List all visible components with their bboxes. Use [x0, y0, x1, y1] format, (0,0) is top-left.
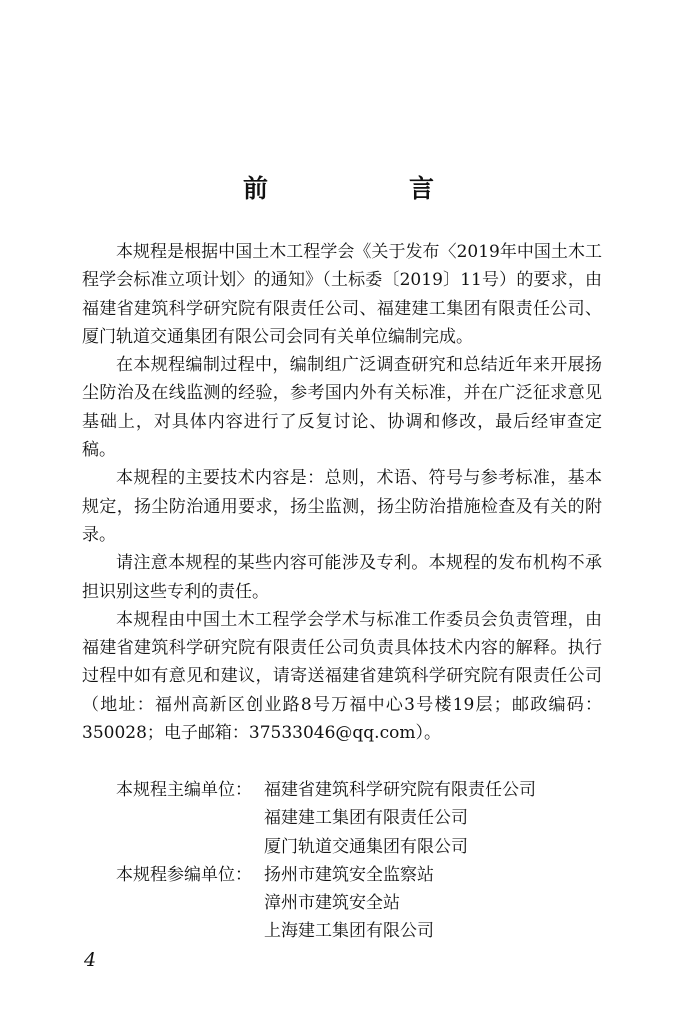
chief-editor-unit: 福建省建筑科学研究院有限责任公司 [264, 780, 536, 800]
page-title: 前 言 [242, 174, 492, 203]
credit-line [82, 776, 602, 804]
paragraph-patent: 请注意本规程的某些内容可能涉及专利。本规程的发布机构不承担识别这些专利的责任。 [82, 553, 602, 602]
page-number: 4 [84, 949, 97, 971]
preface-body [82, 238, 602, 747]
participating-unit: 上海建工集团有限公司 [264, 921, 434, 942]
participating-units [82, 861, 602, 946]
chief-editor-unit: 福建建工集团有限责任公司 [264, 808, 468, 829]
paragraph-contents: 本规程的主要技术内容是：总则，术语、符号与参考标准，基本规定，扬尘防治通用要求，扬尘监测，扬尘防治措施检查及有关的附录。 [82, 468, 602, 545]
paragraph-management: 本规程由中国土木工程学会学术与标准工作委员会负责管理，由福建省建筑科学研究院有限责任公司负责具体技术内容的解释。执行过程中如有意见和建议，请寄送福建省建筑科学研究院有限责任公司（地址：福州高新区创业路8号万福中心3号楼19层；邮政编码：350028；电子邮箱：37533046@qq.com）。 [82, 609, 602, 744]
paragraph-process: 在本规程编制过程中，编制组广泛调查研究和总结近年来开展扬尘防治及在线监测的经验，参考国内外有关标准，并在广泛征求意见基础上，对具体内容进行了反复讨论、协调和修改，最后经审查定稿。 [82, 355, 602, 461]
chief-editor-unit: 厦门轨道交通集团有限公司 [264, 836, 468, 857]
participating-unit: 扬州市建筑安全监察站 [264, 864, 434, 885]
participating-unit: 漳州市建筑安全站 [264, 893, 400, 914]
chief-editor-label: 本规程主编单位： [116, 780, 252, 800]
credit-line [82, 861, 602, 889]
credits-section [82, 776, 602, 946]
paragraph-basis: 本规程是根据中国土木工程学会《关于发布〈2019年中国土木工程学会标准立项计划〉的通知》（土标委〔2019〕11号）的要求，由福建省建筑科学研究院有限责任公司、福建建工集团有限责任公司、厦门轨道交通集团有限公司会同有关单位编制完成。 [82, 242, 602, 347]
participating-label: 本规程参编单位： [116, 864, 252, 885]
chief-editor-units [82, 776, 602, 861]
